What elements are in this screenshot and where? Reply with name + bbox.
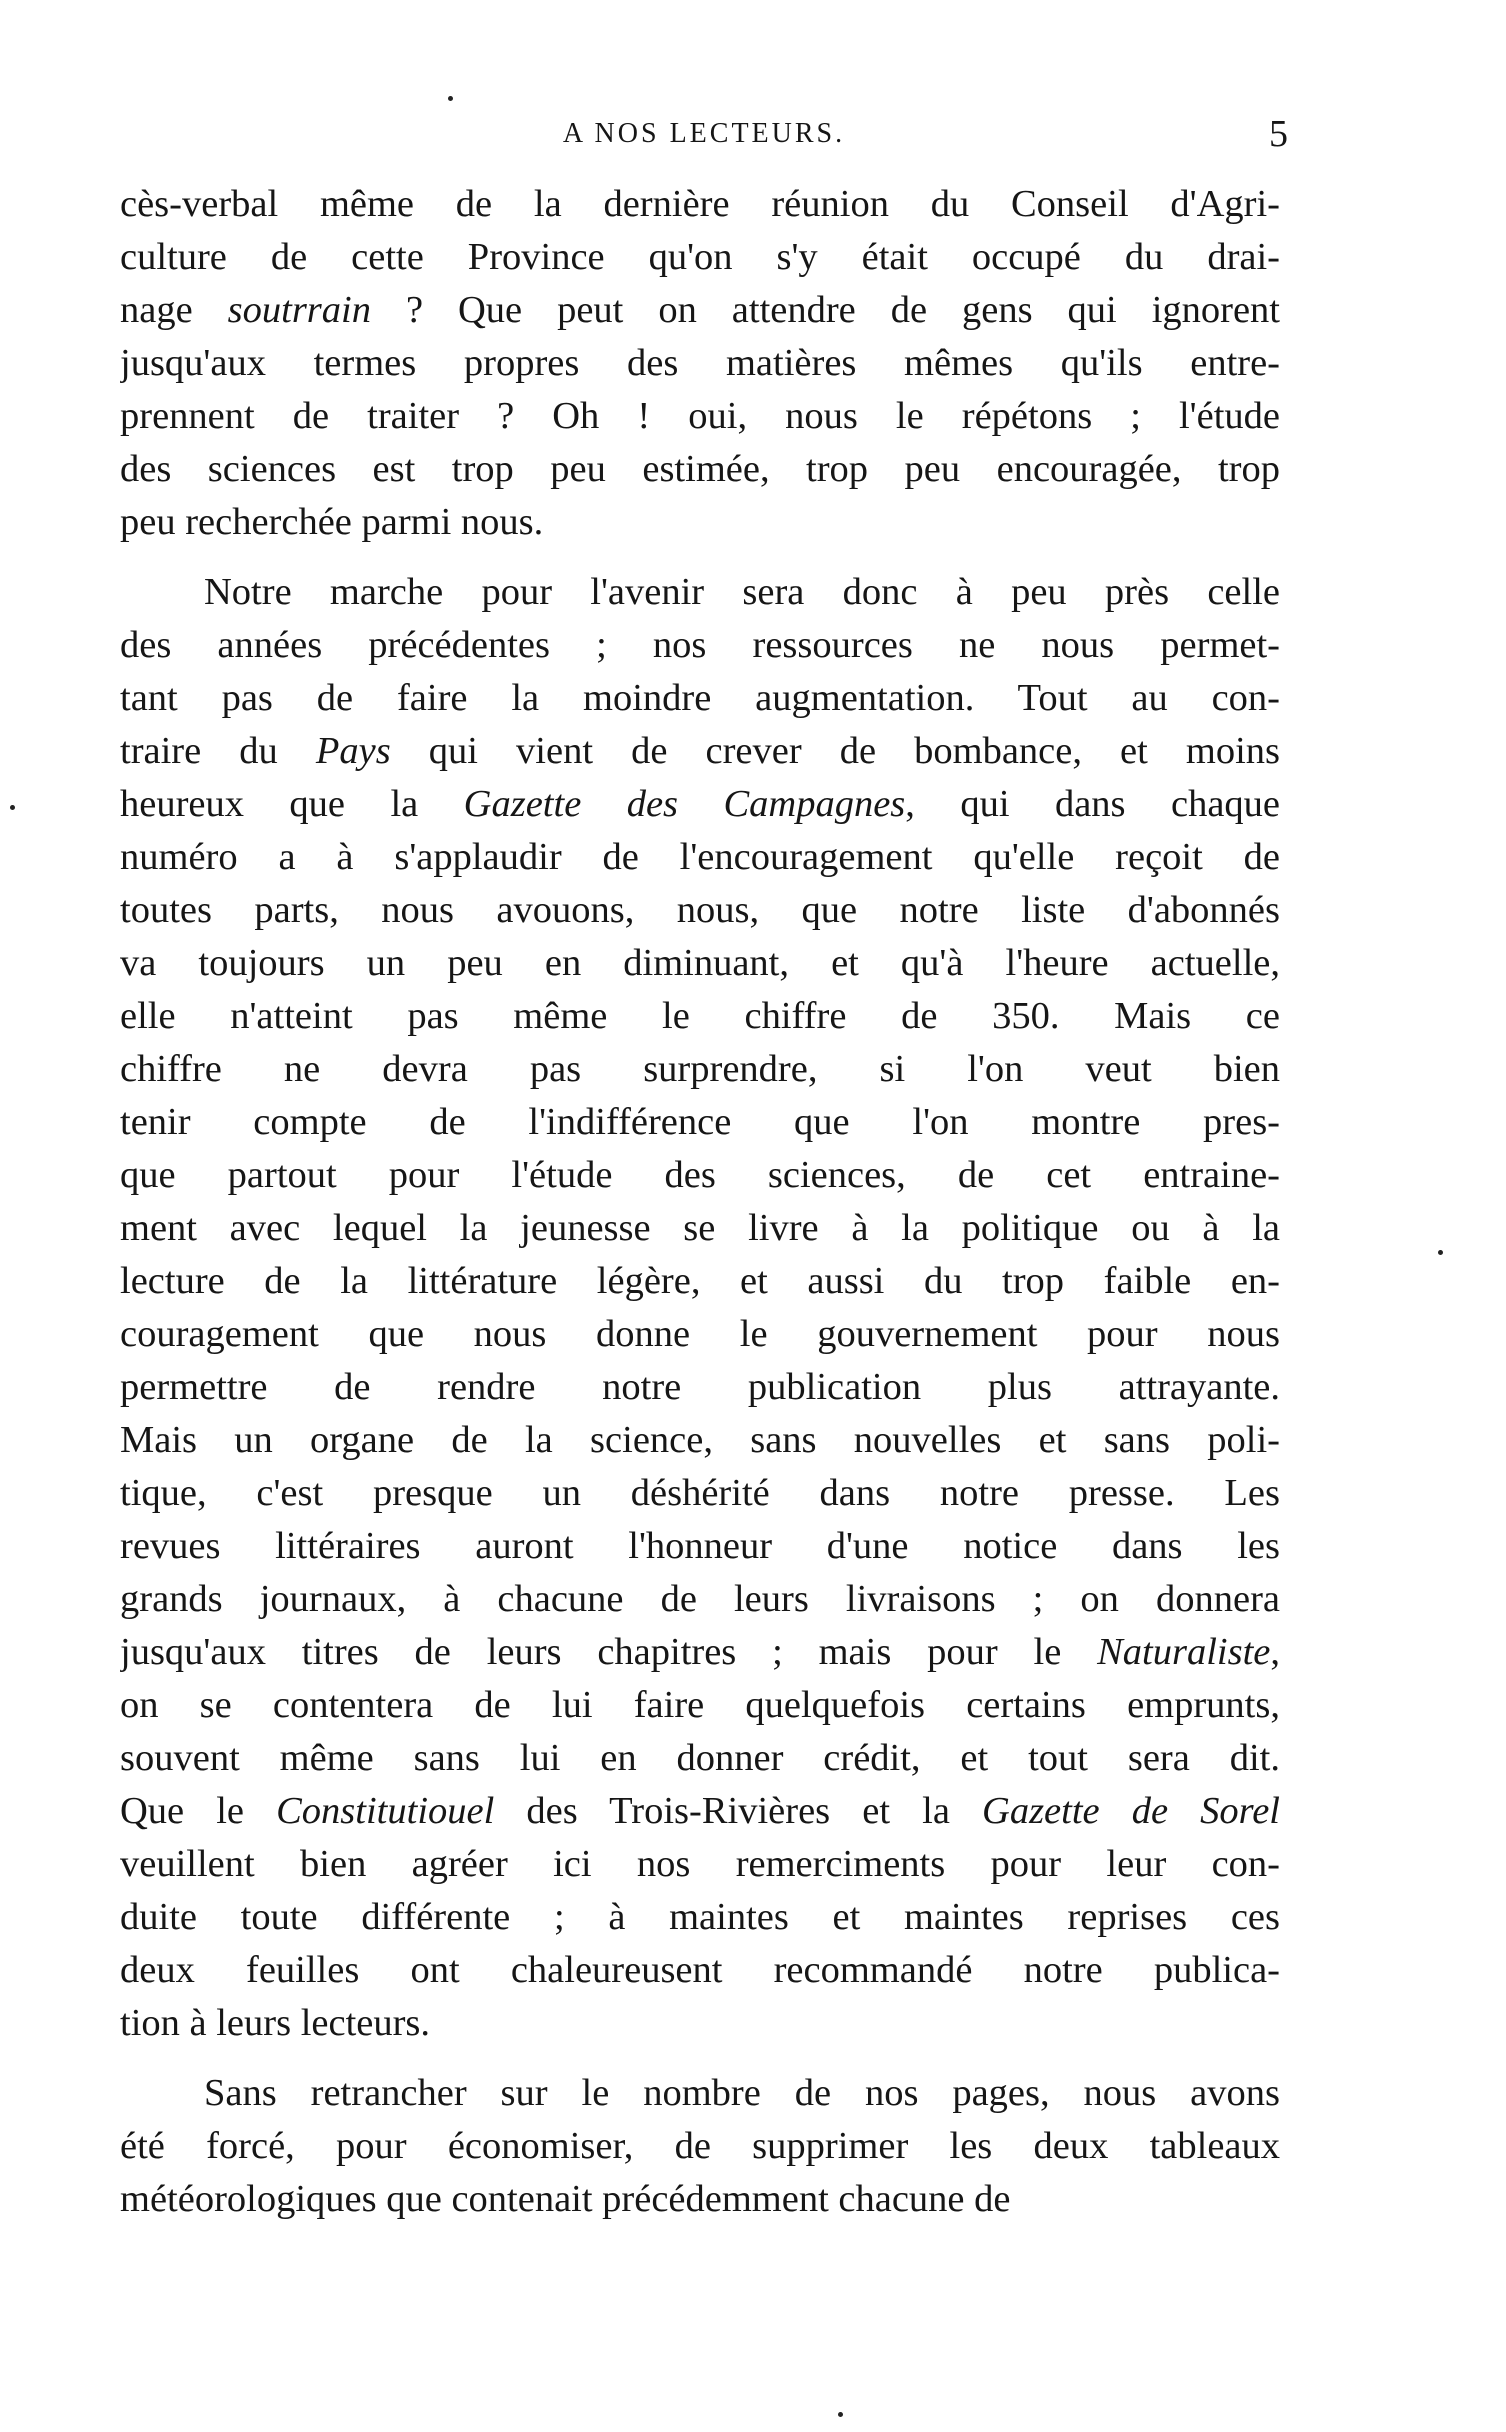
- text-line: nage soutrrain ? Que peut on attendre de gens qui ignorent: [120, 289, 1280, 331]
- text-line: des années précédentes ; nos ressources ne nous permet-: [120, 624, 1280, 666]
- text-line: permettre de rendre notre publication plus attrayante.: [120, 1366, 1280, 1408]
- ink-speck: [10, 805, 15, 810]
- text-line: heureux que la Gazette des Campagnes, qui dans chaque: [120, 783, 1280, 825]
- text-line: duite toute différente ; à maintes et maintes reprises ces: [120, 1896, 1280, 1938]
- text-line: chiffre ne devra pas surprendre, si l'on veut bien: [120, 1048, 1280, 1090]
- text-line: on se contentera de lui faire quelquefois certains emprunts,: [120, 1684, 1280, 1726]
- running-head: A NOS LECTEURS.: [562, 118, 846, 149]
- text-line: cès-verbal même de la dernière réunion du Conseil d'Agri-: [120, 183, 1280, 225]
- italic-title: Constitutiouel: [276, 1790, 495, 1832]
- italic-title: Gazette des Campagnes: [463, 783, 906, 825]
- text-line: Notre marche pour l'avenir sera donc à peu près celle: [204, 571, 1280, 613]
- text-line: souvent même sans lui en donner crédit, et tout sera dit.: [120, 1737, 1280, 1779]
- text-line: tique, c'est presque un déshérité dans notre presse. Les: [120, 1472, 1280, 1514]
- page-number: 5: [1269, 113, 1288, 155]
- text-line: culture de cette Province qu'on s'y était occupé du drai-: [120, 236, 1280, 278]
- text-line: va toujours un peu en diminuant, et qu'à l'heure actuelle,: [120, 942, 1280, 984]
- ink-speck: [1438, 1250, 1443, 1255]
- paragraph-gap: [120, 2050, 1280, 2067]
- text-line: grands journaux, à chacune de leurs livraisons ; on donnera: [120, 1578, 1280, 1620]
- paragraph-gap: [120, 549, 1280, 566]
- text-line: traire du Pays qui vient de crever de bombance, et moins: [120, 730, 1280, 772]
- text-line: veuillent bien agréer ici nos remerciments pour leur con-: [120, 1843, 1280, 1885]
- ink-speck: [838, 2412, 843, 2417]
- italic-title: Pays: [315, 730, 391, 772]
- text-line: Que le Constitutiouel des Trois-Rivières et la Gazette de Sorel: [120, 1790, 1280, 1832]
- body-text: [120, 178, 1280, 2226]
- text-line: ment avec lequel la jeunesse se livre à la politique ou à la: [120, 1207, 1280, 1249]
- text-line: tion à leurs lecteurs.: [120, 2002, 431, 2044]
- italic-title: soutrrain: [227, 289, 371, 331]
- text-line: lecture de la littérature légère, et aussi du trop faible en-: [120, 1260, 1280, 1302]
- text-line: météorologiques que contenait précédemment chacune de: [120, 2178, 1011, 2220]
- text-line: revues littéraires auront l'honneur d'une notice dans les: [120, 1525, 1280, 1567]
- text-line: Mais un organe de la science, sans nouvelles et sans poli-: [120, 1419, 1280, 1461]
- text-line: des sciences est trop peu estimée, trop peu encouragée, trop: [120, 448, 1280, 490]
- text-line: que partout pour l'étude des sciences, de cet entraine-: [120, 1154, 1280, 1196]
- text-line: tenir compte de l'indifférence que l'on montre pres-: [120, 1101, 1280, 1143]
- paragraph: [120, 2067, 1280, 2226]
- text-line: toutes parts, nous avouons, nous, que notre liste d'abonnés: [120, 889, 1280, 931]
- text-line: numéro a à s'applaudir de l'encouragement qu'elle reçoit de: [120, 836, 1280, 878]
- text-line: couragement que nous donne le gouvernement pour nous: [120, 1313, 1280, 1355]
- page-header: [120, 112, 1288, 162]
- text-line: peu recherchée parmi nous.: [120, 501, 544, 543]
- text-line: jusqu'aux termes propres des matières mêmes qu'ils entre-: [120, 342, 1280, 384]
- text-line: elle n'atteint pas même le chiffre de 350. Mais ce: [120, 995, 1280, 1037]
- italic-title: Naturaliste: [1097, 1631, 1271, 1673]
- text-line: été forcé, pour économiser, de supprimer les deux tableaux: [120, 2125, 1280, 2167]
- text-line: tant pas de faire la moindre augmentation. Tout au con-: [120, 677, 1280, 719]
- italic-title: Gazette de Sorel: [982, 1790, 1280, 1832]
- text-line: deux feuilles ont chaleureusent recommandé notre publica-: [120, 1949, 1280, 1991]
- text-line: jusqu'aux titres de leurs chapitres ; mais pour le Naturaliste,: [120, 1631, 1280, 1673]
- paragraph: [120, 566, 1280, 2050]
- paragraph: [120, 178, 1280, 549]
- text-line: Sans retrancher sur le nombre de nos pages, nous avons: [204, 2072, 1280, 2114]
- ink-speck: [448, 96, 453, 101]
- text-line: prennent de traiter ? Oh ! oui, nous le répétons ; l'étude: [120, 395, 1280, 437]
